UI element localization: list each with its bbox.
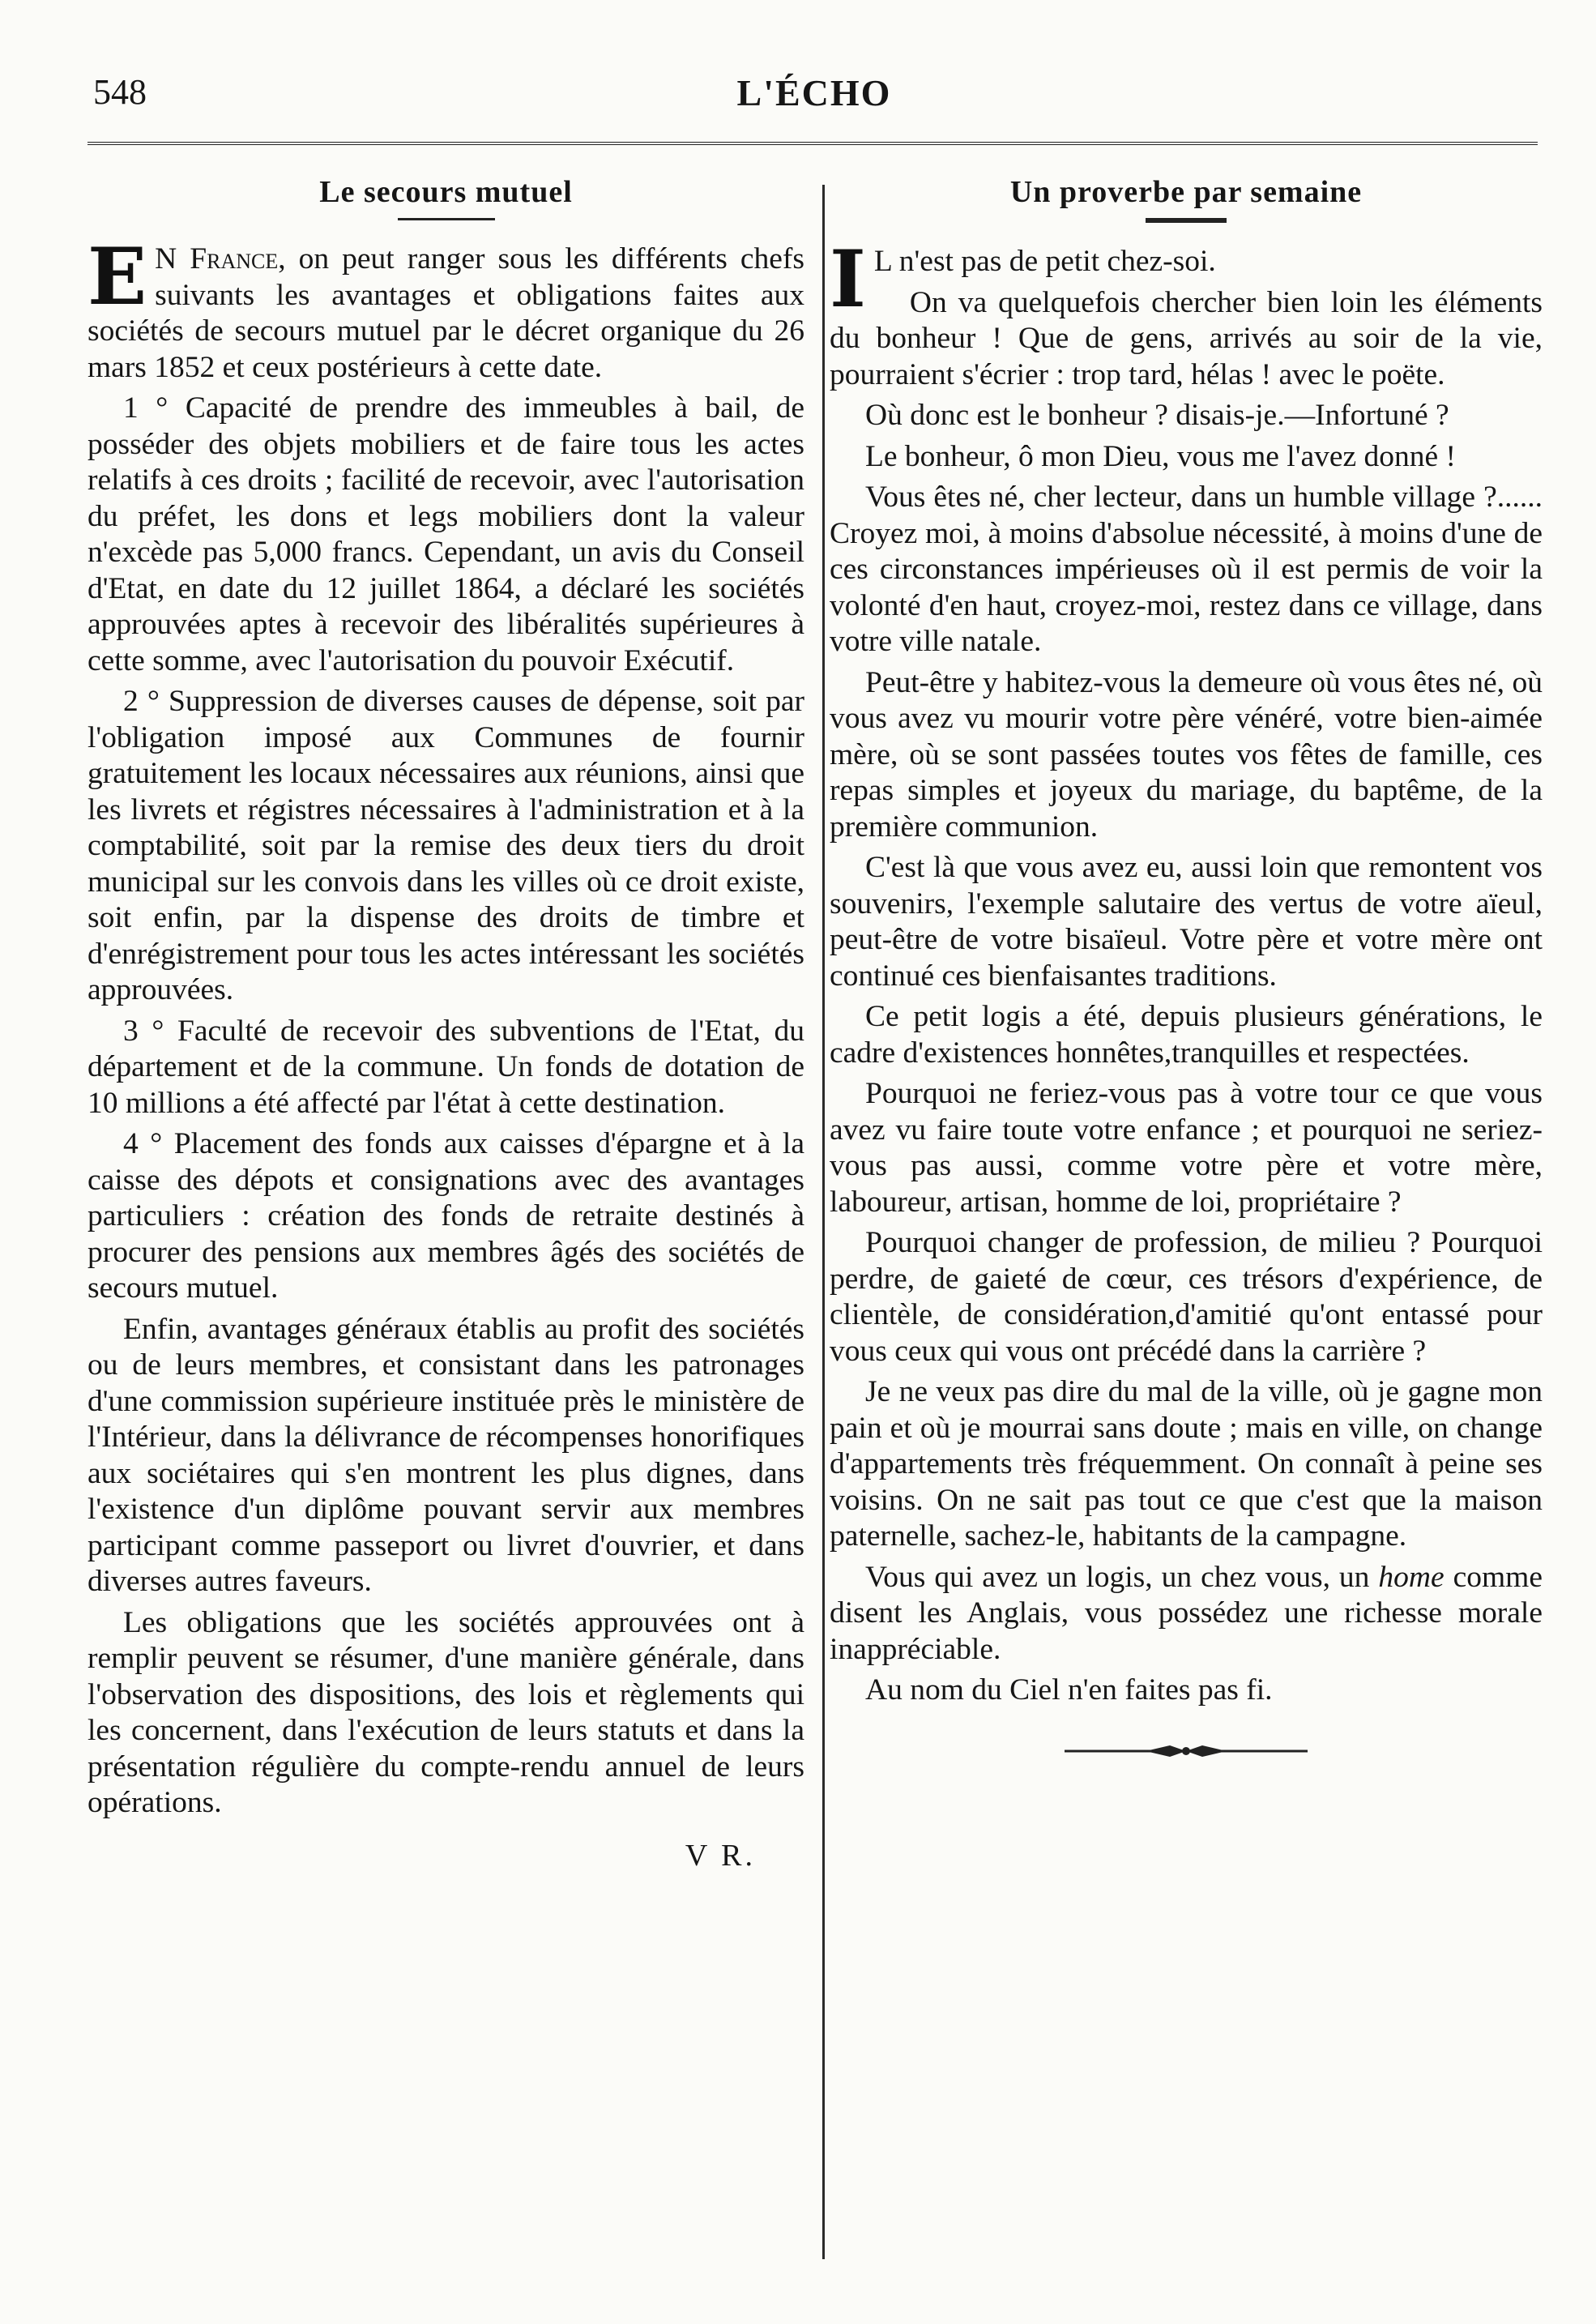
article-proverbe (830, 174, 1543, 1761)
article-title: Un proverbe par semaine (1009, 175, 1363, 209)
first-paragraph (830, 233, 1543, 325)
paragraph: Enfin, avantages généraux établis au profit des sociétés ou de leurs membres, et consistant dans les patronages d'une commission supérieure instituée près le ministère de l'Intérieur, dans la délivrance de récompenses honorifiques aux sociétaires qui s'en montrent les plus dignes, dans l'existence d'un diplôme pouvant servir aux membres participant comme passeport ou livret d'ouvrier, et dans diverses autres faveurs. (87, 1312, 804, 1598)
paragraph: Pourquoi changer de profession, de milieu ? Pourquoi perdre, de gaieté de cœur, ces trésors d'expérience, de clientèle, de considération,d'amitié qu'ont entassé pour vous ceux qui vous ont précédé dans la carrière ? (830, 1226, 1543, 1368)
home-text-before: Vous qui avez un logis, un chez vous, un (865, 1560, 1379, 1594)
first-paragraph (87, 231, 805, 386)
article-secours-mutuel (87, 174, 804, 1873)
paragraph: C'est là que vous avez eu, aussi loin que remontent vos souvenirs, l'exemple salutaire des vertus de votre aïeul, peut-être de votre bisaïeul. Votre père et votre mère ont continué ces bienfaisantes traditions. (830, 851, 1543, 993)
title-rule (1146, 218, 1227, 223)
article-title: Le secours mutuel (319, 175, 573, 209)
paragraph: Les obligations que les sociétés approuvées ont à remplir peuvent se résumer, d'une manière générale, dans l'observation des dispositions, des lois et règlements qui les concernent, dans l'exécution de leurs statuts et dans la présentation régulière du compte-rendu annuel de leurs opérations. (87, 1605, 804, 1819)
paragraph: 4 ° Placement des fonds aux caisses d'épargne et à la caisse des dépots et consignations avec des avantages particuliers : création des fonds de retraite destinés à procurer des pensions aux membres âgés des sociétés de secours mutuel. (87, 1127, 804, 1305)
page-header (85, 71, 1543, 120)
column-divider (822, 185, 825, 2259)
title-rule (398, 218, 495, 220)
journal-title: L'ÉCHO (736, 72, 892, 113)
paragraph: 3 ° Faculté de recevoir des subventions de l'Etat, du département et de la commune. Un fonds de dotation de 10 millions a été affecté par l'état à cette destination. (87, 1014, 804, 1120)
lead-text: on peut ranger sous les différents chefs suivants les avantages et obligations faites aux sociétés de secours mutuel par le décret organique du 26 mars 1852 et ceux postérieurs à cette date. (87, 242, 805, 384)
paragraph: Ce petit logis a été, depuis plusieurs générations, le cadre d'existences honnêtes,tranquilles et respectées. (830, 1000, 1543, 1070)
paragraph: On va quelquefois chercher bien loin les éléments du bonheur ! Que de gens, arrivés au soir de la vie, pourraient s'écrier : trop tard, hélas ! avec le poëte. (830, 285, 1543, 391)
paragraph: Vous êtes né, cher lecteur, dans un humble village ?...... Croyez moi, à moins d'absolue nécessité, à moins d'une de ces circonstances impérieuses où il est permis de voir la volonté d'en haut, croyez-moi, restez dans ce village, dans votre ville natale. (830, 481, 1543, 658)
drop-cap: I (830, 233, 866, 325)
paragraph (830, 1560, 1543, 1668)
lead-smallcaps: N France, (155, 242, 286, 276)
header-rule (87, 142, 1538, 145)
paragraph: Peut-être y habitez-vous la demeure où vous êtes né, où vous avez vu mourir votre père vénéré, votre bien-aimée mère, où se sont passées toutes vos fêtes de famille, ces repas simples et joyeux du mariage, du baptême, de la première communion. (830, 665, 1543, 844)
signature: V R. (685, 1838, 756, 1873)
paragraph: Le bonheur, ô mon Dieu, vous me l'avez donné ! (865, 439, 1457, 473)
paragraph: Je ne veux pas dire du mal de la ville, où je gagne mon pain et où je mourrai sans doute ; mais en ville, on change d'appartements très fréquemment. On connaît à peine ses voisins. On ne sait pas tout ce que c'est que la maison paternelle, sachez-le, habitants de la campagne. (830, 1375, 1543, 1553)
paragraph: 1 ° Capacité de prendre des immeubles à bail, de posséder des objets mobiliers et de faire tous les actes relatifs à ces droits ; facilité de recevoir, avec l'autorisation du préfet, les dons et legs mobiliers dont la valeur n'excède pas 5,000 francs. Cependant, un avis du Conseil d'Etat, en date du 12 juillet 1864, a déclaré les sociétés approuvées aptes à recevoir des libéralités supérieures à cette somme, avec l'autorisation du pouvoir Exécutif. (87, 391, 804, 677)
home-word: home (1378, 1560, 1445, 1594)
paragraph: Où donc est le bonheur ? disais-je.—Infortuné ? (865, 399, 1449, 432)
lead-text: L n'est pas de petit chez-soi. (873, 245, 1216, 278)
ornament-rule (1065, 1741, 1308, 1761)
paragraph: 2 ° Suppression de diverses causes de dépense, soit par l'obligation imposé aux Communes de fournir gratuitement les locaux nécessaires aux réunions, ainsi que les livrets et régistres nécessaires à l'administration et à la comptabilité, soit par la remise des deux tiers du droit municipal sur les convois dans les villes où ce droit existe, soit enfin, par la dispense des droits de timbre et d'enrégistrement pour tous les actes intéressant les sociétés approuvées. (87, 685, 804, 1006)
drop-cap: E (87, 231, 147, 323)
paragraph: Pourquoi ne feriez-vous pas à votre tour ce que vous avez vu faire toute votre enfance ; et pourquoi ne seriez-vous pas aussi, comme votre père et votre mère, laboureur, artisan, homme de loi, propriétaire ? (830, 1077, 1543, 1219)
page-number: 548 (93, 72, 147, 112)
closing-line: Au nom du Ciel n'en faites pas fi. (865, 1673, 1273, 1707)
home-text-after: comme disent les Anglais, vous possédez une richesse morale inappréciable. (830, 1560, 1543, 1666)
